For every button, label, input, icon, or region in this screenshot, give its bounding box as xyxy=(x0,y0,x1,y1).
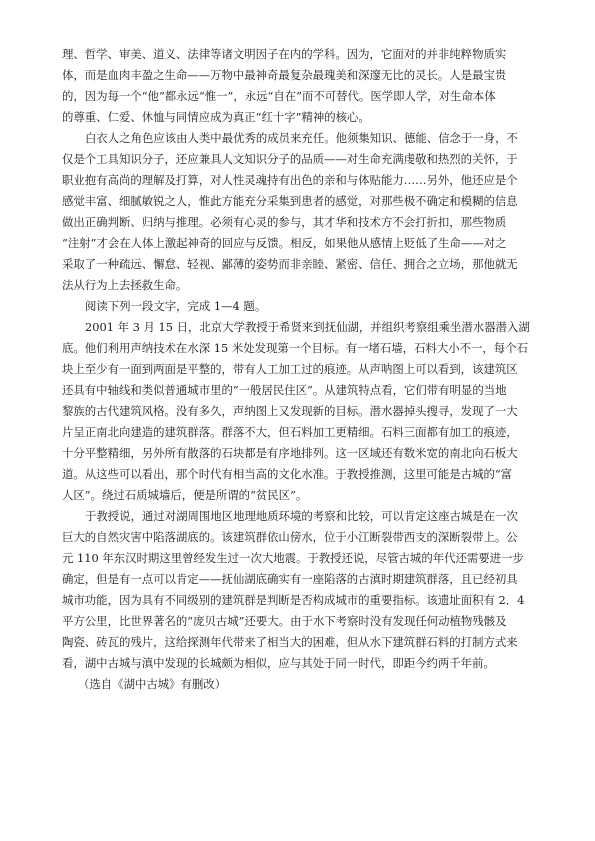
text-line: 2001 年 3 月 15 日，北京大学教授于希贤来到抚仙湖，并组织考察组乘坐潜水器潜入湖 xyxy=(85,320,530,334)
text-line: 巨大的自然灾害中陷落湖底的。该建筑群依山傍水，位于小江断裂带西支的深断裂带上。公 xyxy=(62,530,518,544)
text-line: 法从行为上去拯救生命。 xyxy=(62,278,188,292)
text-line: 块上至少有一面到两面是平整的，带有人工加工过的痕迹。从声呐图上可以看到，该建筑区 xyxy=(62,362,518,376)
text-line: 看，湖中古城与滇中发现的长城颇为相似，应与其处于同一时代，即距今约两千年前。 xyxy=(62,656,495,670)
text-line: 黎族的古代建筑风格。没有多久，声纳图上又发现新的目标。潜水器掉头搜寻，发现了一大 xyxy=(62,404,518,418)
text-line: 体，而是血肉丰盈之生命——万物中最神奇最复杂最瑰美和深邃无比的灵长。人是最宝贵 xyxy=(62,68,507,82)
text-line: 感觉丰富、细腻敏锐之人，惟此方能充分采集到患者的感觉，对那些极不确定和模糊的信息 xyxy=(62,194,518,208)
source-citation: （选自《湖中古城》有删改） xyxy=(78,677,227,691)
document-page xyxy=(62,44,538,695)
paragraph-discovery xyxy=(62,317,538,506)
text-line: 元 110 年东汉时期这里曾经发生过一次大地震。于教授还说，尽管古城的年代还需要进一步 xyxy=(62,551,524,565)
text-line: 做出正确判断、归纳与推理。必须有心灵的参与，其才华和技术方不会打折扣，那些物质 xyxy=(62,215,507,229)
text-line: 陶瓷、砖瓦的残片，这给探测年代带来了相当大的困难，但从水下建筑群石料的打制方式来 xyxy=(62,635,518,649)
text-line: 片呈正南北向建造的建筑群落。群落不大，但石料加工更精细。石料三面都有加工的痕迹， xyxy=(62,425,518,439)
text-line: 白衣人之角色应该由人类中最优秀的成员来充任。他须集知识、德能、信念于一身，不 xyxy=(85,131,518,145)
text-line: 底。他们利用声纳技术在水深 15 米处发现第一个目标。有一堵石墙，石料大小不一，每个石 xyxy=(62,341,528,355)
text-line: 的，因为每一个“他”都永远“惟一”，永远“自在”而不可替代。医学即人学，对生命本体 xyxy=(62,89,496,103)
text-line: 职业抱有高尚的理解及打算，对人性灵魂持有出色的亲和与体贴能力……另外，他还应是个 xyxy=(62,173,518,187)
text-line: 的尊重、仁爱、休恤与同情应成为真正“红十字”精神的核心。 xyxy=(62,110,370,124)
paragraph-white-coat xyxy=(62,128,538,296)
text-line: 道。从这些可以看出，那个时代有相当高的文化水准。于教授推测，这里可能是古城的“富 xyxy=(62,467,513,481)
paragraph-medicine-humanities xyxy=(62,44,538,128)
text-line: 采取了一种疏远、懈怠、轻视、鄙薄的姿势而非亲睦、紧密、信任、拥合之立场，那他就无 xyxy=(62,257,518,271)
text-line: 理、哲学、审美、道义、法律等诸文明因子在内的学科。因为，它面对的并非纯粹物质实 xyxy=(62,47,507,61)
text-line: 十分平整精细，另外所有散落的石块都是有序地排列。这一区域还有数米宽的南北向石板大 xyxy=(62,446,518,460)
text-line: 还具有中轴线和类似普通城市里的“一般居民住区”。从建筑特点看，它们带有明显的当地 xyxy=(62,383,507,397)
text-line: “注射”才会在人体上激起神奇的回应与反馈。相反，如果他从感情上贬低了生命——对之 xyxy=(62,236,507,250)
text-line: 确定，但是有一点可以肯定——抚仙湖底确实有一座陷落的古滇时期建筑群落，且已经初具 xyxy=(62,572,518,586)
text-line: 平方公里，比世界著名的“庞贝古城”还要大。由于水下考察时没有发现任何动植物残骸及 xyxy=(62,614,507,628)
text-line: 城市功能，因为具有不同级别的建筑群是判断是否构成城市的重要指标。该遗址面积有 2．4 xyxy=(62,593,525,607)
paragraph-conclusion xyxy=(62,506,538,674)
text-line: 人区”。绕过石质城墙后，便是所谓的“贫民区”。 xyxy=(62,488,308,502)
text-line: 仅是个工具知识分子，还应兼具人文知识分子的品质——对生命充满虔敬和热烈的关怀，于 xyxy=(62,152,518,166)
reading-instruction: 阅读下列一段文字，完成 1—4 题。 xyxy=(85,299,267,313)
text-line: 于教授说，通过对湖周围地区地理地质环境的考察和比较，可以肯定这座古城是在一次 xyxy=(85,509,518,523)
